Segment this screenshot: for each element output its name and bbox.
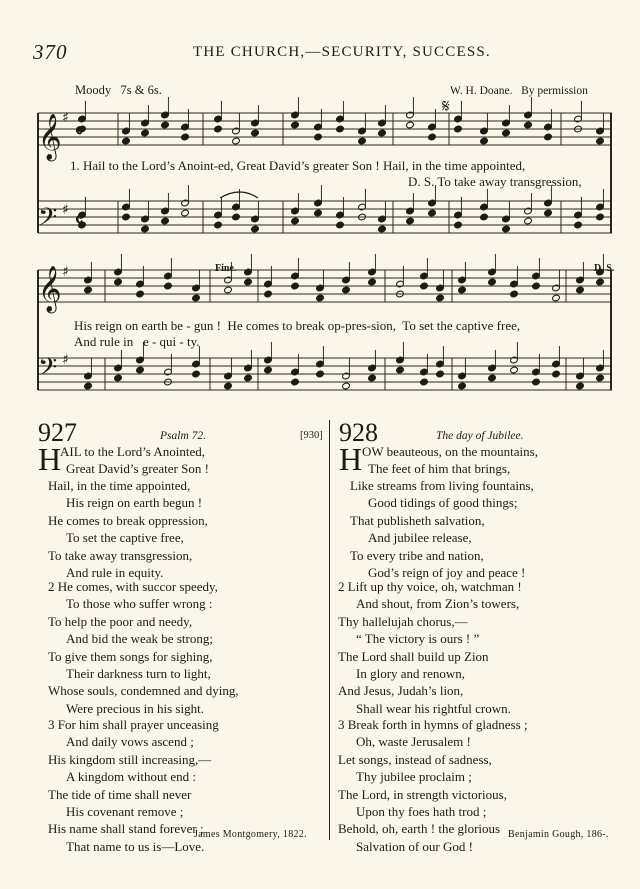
note-head [596, 213, 605, 221]
note-head [420, 378, 429, 386]
note-head [420, 282, 429, 290]
note-head [358, 137, 367, 145]
note-head [122, 137, 131, 145]
note-head [224, 286, 233, 294]
note-head [406, 121, 415, 129]
verse-line: He comes to break oppression, [48, 512, 208, 528]
note-head [532, 378, 541, 386]
note-head [164, 282, 173, 290]
verse-line: And bid the weak be strong; [66, 631, 213, 647]
note-head [574, 221, 583, 229]
verse-line: His kingdom still increasing,— [48, 751, 212, 767]
verse-line: 2 He comes, with succor speedy, [48, 579, 218, 594]
verse-line: Hail, in the time appointed, [48, 478, 191, 493]
note-head [336, 221, 345, 229]
verse-line: 3 Break forth in hymns of gladness ; [338, 717, 528, 732]
verse-line: His covenant remove ; [66, 804, 184, 820]
verse-line: Great David’s greater Son ! [66, 461, 209, 476]
hymn-subtitle: Psalm 72. [160, 430, 206, 442]
note-head [428, 209, 437, 217]
note-head [141, 225, 150, 233]
verse-line: Good tidings of good things; [368, 495, 518, 511]
verse-line: To help the poor and needy, [48, 613, 193, 629]
note-head [510, 366, 519, 374]
verse-line: Shall wear his rightful crown. [356, 700, 511, 716]
hymn-author: Benjamin Gough, 186-. [508, 829, 609, 840]
note-head [406, 217, 415, 225]
verse-line: The feet of him that brings, [368, 461, 511, 476]
note-head [378, 129, 387, 137]
note-head [181, 133, 190, 141]
ds-mark: D. S. [594, 263, 615, 274]
drop-cap: H [339, 441, 363, 477]
note-head [136, 366, 145, 374]
verse-line: The Lord shall build up Zion [338, 648, 489, 664]
note-head [84, 286, 93, 294]
stanza-1 [48, 477, 208, 581]
note-head [136, 290, 145, 298]
note-head [458, 286, 467, 294]
note-head [264, 366, 273, 374]
note-head [428, 133, 437, 141]
sharp-icon: ♯ [62, 202, 69, 218]
note-head [192, 294, 201, 302]
verse-line: Thy hallelujah chorus,— [338, 613, 468, 629]
note-head [502, 225, 511, 233]
note-head [336, 125, 345, 133]
verse-line: And jubilee release, [368, 530, 472, 546]
verse-line: To take away transgression, [48, 547, 193, 563]
verse-line: Like streams from living fountains, [350, 478, 534, 493]
note-head [576, 286, 585, 294]
note-head [596, 374, 605, 382]
page-number: 370 [33, 40, 68, 64]
note-head [122, 213, 131, 221]
lyric-line-1: 1. Hail to the Lord’s Anoint-ed, Great David’s greater Son ! Hail, in the time appointed, [70, 158, 526, 173]
note-head [291, 378, 300, 386]
segno-icon: 𝄋 [442, 96, 450, 117]
verse-line: And daily vows ascend ; [66, 734, 194, 750]
hymn-number: 928 [339, 418, 378, 447]
note-head [251, 129, 260, 137]
verse-line: And Jesus, Judah’s lion, [338, 683, 464, 699]
sharp-icon: ♯ [62, 352, 69, 368]
note-head [544, 133, 553, 141]
hymn-alt-number: [930] [300, 430, 323, 441]
note-head [291, 282, 300, 290]
note-head [436, 370, 445, 378]
verse-line: His name shall stand forever ; [48, 821, 204, 837]
stanza-1 [350, 477, 534, 581]
note-head [232, 213, 241, 221]
stanza-3 [338, 716, 528, 855]
note-head [181, 209, 190, 217]
note-head [314, 209, 323, 217]
verse-line: AIL to the Lord’s Anointed, [60, 444, 206, 459]
verse-line: The tide of time shall never [48, 786, 192, 802]
lyric-line-3: His reign on earth be - gun ! He comes to break op-pres-sion, To set the captive free, [74, 318, 521, 333]
lyric-line-2: D. S. To take away transgression, [408, 174, 582, 189]
note-head [251, 225, 260, 233]
stanza-2 [338, 578, 522, 717]
verse-line: His reign on earth begun ! [66, 495, 203, 511]
note-head [84, 382, 93, 390]
note-head [502, 129, 511, 137]
note-head [510, 290, 519, 298]
verse-line: That name to us is—Love. [66, 838, 205, 854]
hymn-number: 927 [38, 418, 77, 447]
note-head [224, 382, 233, 390]
note-head [141, 129, 150, 137]
note-head [552, 294, 561, 302]
sharp-icon: ♯ [62, 110, 69, 126]
treble-clef-icon: 𝄞 [38, 114, 62, 160]
note-head [161, 121, 170, 129]
verse-line: Let songs, instead of sadness, [338, 751, 492, 767]
verse-line: A kingdom without end : [66, 769, 196, 785]
lyric-line-4: And rule in e - qui - ty. [74, 334, 200, 349]
note-head [291, 121, 300, 129]
verse-line: 2 Lift up thy voice, oh, watchman ! [338, 579, 522, 594]
verse-line: The Lord, in strength victorious, [338, 786, 507, 802]
note-head [342, 382, 351, 390]
verse-line: To give them songs for sighing, [48, 648, 213, 664]
note-head [454, 125, 463, 133]
common-time-icon: 𝄴 [75, 210, 84, 231]
note-head [458, 382, 467, 390]
note-head [114, 374, 123, 382]
note-head [480, 213, 489, 221]
note-head [488, 278, 497, 286]
common-time-icon: 𝄴 [75, 121, 84, 142]
verse-line: 3 For him shall prayer unceasing [48, 717, 219, 732]
note-head [291, 217, 300, 225]
stanza-2 [48, 578, 239, 717]
note-head [161, 217, 170, 225]
note-head [214, 125, 223, 133]
verse-line: And rule in equity. [66, 565, 164, 581]
note-head [524, 217, 533, 225]
verse-line: Their darkness turn to light, [66, 666, 211, 682]
note-head [316, 294, 325, 302]
verse-line: God’s reign of joy and peace ! [368, 565, 526, 581]
note-head [454, 221, 463, 229]
hymn-author: James Montgomery, 1822. [194, 829, 307, 840]
note-head [316, 370, 325, 378]
note-head [342, 286, 351, 294]
note-head [480, 137, 489, 145]
bass-clef-icon: 𝄢 [38, 203, 58, 238]
verse-line: Thy jubilee proclaim ; [356, 769, 472, 785]
note-head [244, 374, 253, 382]
note-head [532, 282, 541, 290]
note-head [544, 209, 553, 217]
hymn-subtitle: The day of Jubilee. [436, 430, 524, 442]
note-head [552, 370, 561, 378]
verse-line: Oh, waste Jerusalem ! [356, 734, 471, 750]
note-head [368, 374, 377, 382]
verse-line: That publisheth salvation, [350, 512, 485, 528]
composer-credit: W. H. Doane. By permission [450, 85, 588, 97]
note-head [232, 137, 241, 145]
verse-line: Salvation of our God ! [356, 838, 473, 854]
verse-line: Were precious in his sight. [66, 700, 204, 716]
verse-line: To those who suffer wrong : [66, 596, 213, 612]
fine-mark: Fine. [215, 263, 237, 274]
note-head [596, 278, 605, 286]
running-head: THE CHURCH,—SECURITY, SUCCESS. [193, 44, 491, 60]
drop-cap: H [38, 441, 62, 477]
verse-line: OW beauteous, on the mountains, [362, 444, 538, 459]
bass-clef-icon: 𝄢 [38, 353, 58, 388]
verse-line: In glory and renown, [356, 666, 466, 682]
note-head [396, 366, 405, 374]
note-head [114, 278, 123, 286]
note-head [576, 382, 585, 390]
note-head [378, 225, 387, 233]
verse-line: Upon thy foes hath trod ; [356, 804, 487, 820]
note-head [314, 133, 323, 141]
treble-clef-icon: 𝄞 [38, 266, 62, 312]
note-head [436, 294, 445, 302]
note-head [214, 221, 223, 229]
column-divider [329, 420, 330, 840]
note-head [368, 278, 377, 286]
note-head [244, 278, 253, 286]
note-head [264, 290, 273, 298]
verse-line: Behold, oh, earth ! the glorious [338, 821, 501, 837]
verse-line: “ The victory is ours ! ” [356, 631, 480, 647]
note-head [192, 370, 201, 378]
verse-line: And shout, from Zion’s towers, [356, 596, 520, 612]
note-head [488, 374, 497, 382]
verse-line: Whose souls, condemned and dying, [48, 683, 239, 699]
sharp-icon: ♯ [62, 264, 69, 280]
note-head [524, 121, 533, 129]
verse-line: To every tribe and nation, [350, 547, 484, 563]
tune-name-meter: Moody 7s & 6s. [75, 83, 162, 97]
verse-line: To set the captive free, [66, 530, 184, 546]
note-head [596, 137, 605, 145]
